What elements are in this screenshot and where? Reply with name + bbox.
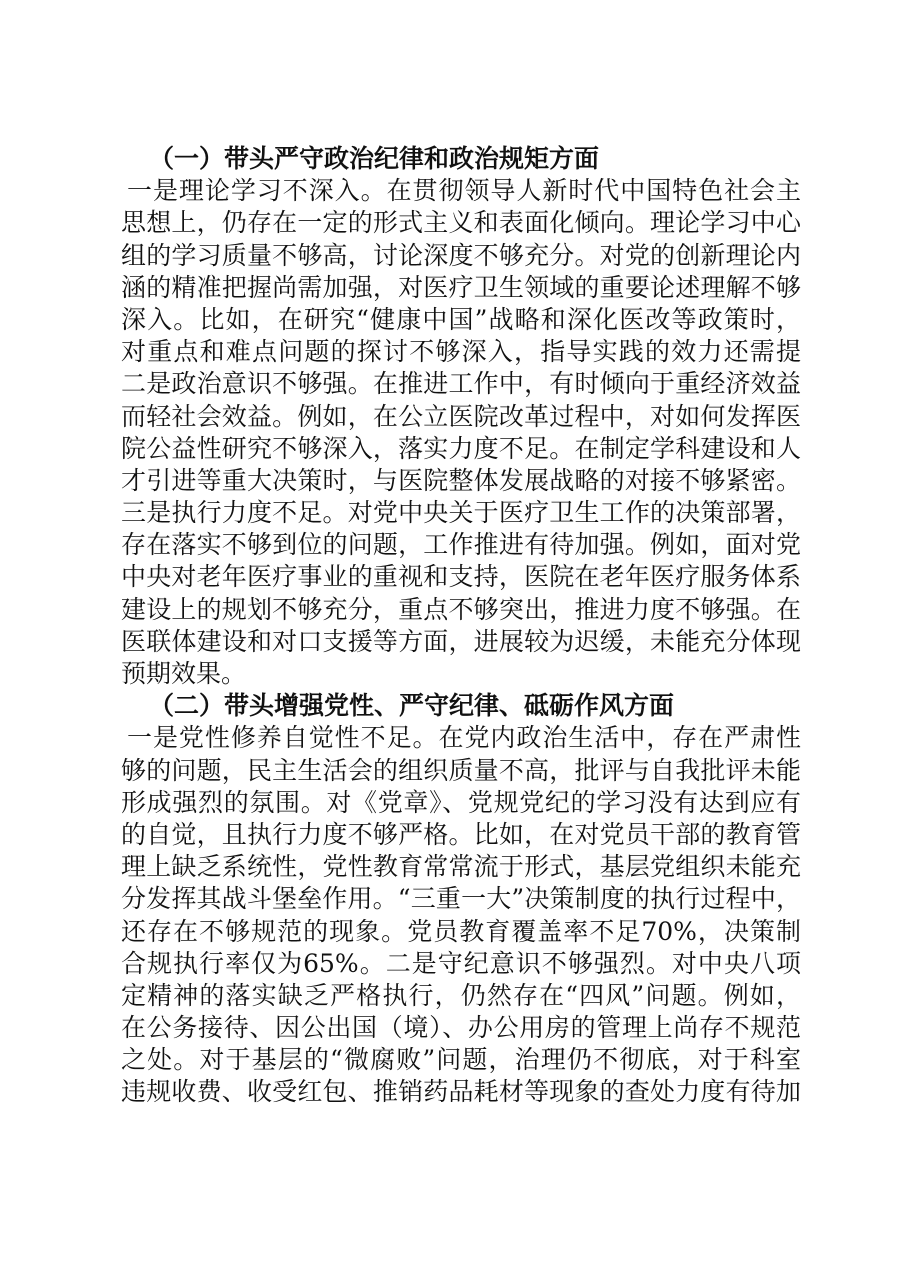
paragraph-line-last: 预期效果。 [121, 659, 247, 688]
paragraph-line: 组的学习质量不够高，讨论深度不够充分。对党的创新理论内 [121, 240, 801, 270]
paragraph-line: 违规收费、收受红包、推销药品耗材等现象的查处力度有待加 [121, 1077, 801, 1107]
paragraph-line: 合规执行率仅为65%。二是守纪意识不够强烈。对中央八项 [121, 948, 801, 978]
paragraph-line: 一是理论学习不深入。在贯彻领导人新时代中国特色社会主 [127, 176, 801, 206]
section-2-heading: （二）带头增强党性、严守纪律、砥砺作风方面 [149, 691, 675, 721]
paragraph-line: 而轻社会效益。例如，在公立医院改革过程中，对如何发挥医 [121, 401, 801, 431]
paragraph-line: 之处。对于基层的“微腐败”问题，治理仍不彻底，对于科室 [121, 1045, 801, 1075]
paragraph-line: 三是执行力度不足。对党中央关于医疗卫生工作的决策部署， [121, 498, 801, 528]
section-1-heading: （一）带头严守政治纪律和政治规矩方面 [149, 144, 600, 173]
paragraph-line: 还存在不够规范的现象。党员教育覆盖率不足70%，决策制 [121, 916, 801, 946]
paragraph-line: 分发挥其战斗堡垒作用。“三重一大”决策制度的执行过程中， [121, 884, 801, 914]
paragraph-line: 存在落实不够到位的问题，工作推进有待加强。例如，面对党 [121, 530, 801, 560]
paragraph-line: 在公务接待、因公出国（境）、办公用房的管理上尚存不规范 [121, 1013, 801, 1043]
paragraph-line: 够的问题，民主生活会的组织质量不高，批评与自我批评未能 [121, 755, 801, 785]
paragraph-line: 涵的精准把握尚需加强，对医疗卫生领域的重要论述理解不够 [121, 272, 801, 302]
paragraph-line: 形成强烈的氛围。对《党章》、党规党纪的学习没有达到应有 [121, 787, 801, 817]
paragraph-line: 中央对老年医疗事业的重视和支持，医院在老年医疗服务体系 [121, 562, 801, 592]
paragraph-line: 定精神的落实缺乏严格执行，仍然存在“四风”问题。例如， [121, 980, 801, 1010]
paragraph-line: 二是政治意识不够强。在推进工作中，有时倾向于重经济效益 [121, 369, 801, 399]
paragraph-line: 才引进等重大决策时，与医院整体发展战略的对接不够紧密。 [121, 465, 801, 495]
paragraph-line: 的自觉，且执行力度不够严格。比如，在对党员干部的教育管 [121, 819, 801, 849]
paragraph-line: 院公益性研究不够深入，落实力度不足。在制定学科建设和人 [121, 433, 801, 463]
paragraph-line: 理上缺乏系统性，党性教育常常流于形式，基层党组织未能充 [121, 852, 801, 882]
paragraph-line: 医联体建设和对口支援等方面，进展较为迟缓，未能充分体现 [121, 626, 801, 656]
paragraph-line: 思想上，仍存在一定的形式主义和表面化倾向。理论学习中心 [121, 208, 801, 238]
paragraph-line: 一是党性修养自觉性不足。在党内政治生活中，存在严肃性 [127, 723, 801, 753]
paragraph-line: 深入。比如，在研究“健康中国”战略和深化医改等政策时， [121, 304, 801, 334]
paragraph-line: 建设上的规划不够充分，重点不够突出，推进力度不够强。在 [121, 594, 801, 624]
document-body [121, 143, 801, 1109]
paragraph-line: 对重点和难点问题的探讨不够深入，指导实践的效力还需提 [121, 337, 801, 367]
